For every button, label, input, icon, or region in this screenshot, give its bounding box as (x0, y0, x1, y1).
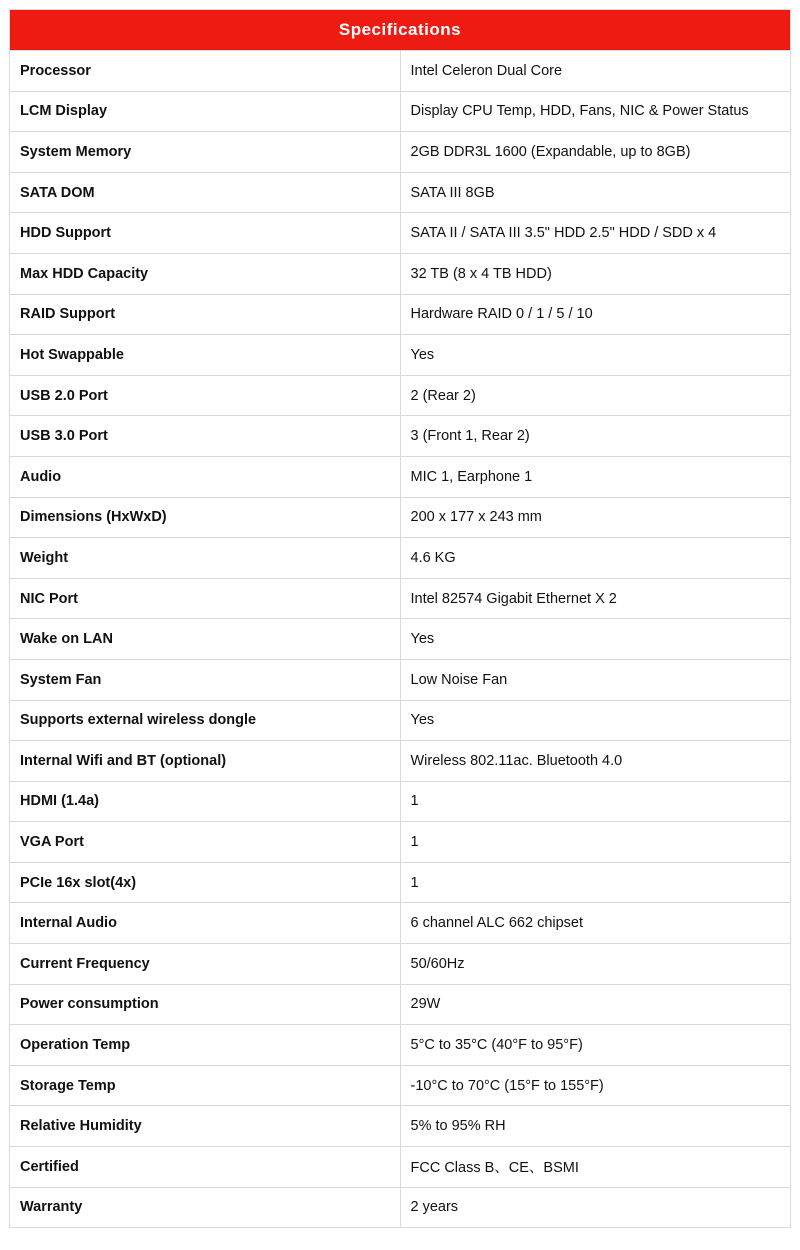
spec-label: Relative Humidity (10, 1106, 401, 1147)
table-row (10, 903, 791, 944)
spec-value: 4.6 KG (400, 538, 791, 579)
specifications-table (9, 9, 791, 1228)
spec-label: System Memory (10, 132, 401, 173)
spec-value: 2GB DDR3L 1600 (Expandable, up to 8GB) (400, 132, 791, 173)
spec-label: Processor (10, 51, 401, 92)
spec-label: Internal Audio (10, 903, 401, 944)
table-row (10, 416, 791, 457)
table-row (10, 944, 791, 985)
table-row (10, 862, 791, 903)
spec-value: Yes (400, 700, 791, 741)
table-row (10, 578, 791, 619)
table-row (10, 822, 791, 863)
spec-label: HDMI (1.4a) (10, 781, 401, 822)
table-row (10, 294, 791, 335)
spec-value: 5°C to 35°C (40°F to 95°F) (400, 1025, 791, 1066)
table-row (10, 213, 791, 254)
spec-label: Warranty (10, 1187, 401, 1228)
table-row (10, 335, 791, 376)
spec-value: 5% to 95% RH (400, 1106, 791, 1147)
spec-value: Wireless 802.11ac. Bluetooth 4.0 (400, 741, 791, 782)
spec-value: 32 TB (8 x 4 TB HDD) (400, 253, 791, 294)
table-row (10, 1025, 791, 1066)
table-row (10, 91, 791, 132)
spec-value: 2 (Rear 2) (400, 375, 791, 416)
spec-label: NIC Port (10, 578, 401, 619)
spec-value: Intel Celeron Dual Core (400, 51, 791, 92)
table-row (10, 1065, 791, 1106)
spec-value: -10°C to 70°C (15°F to 155°F) (400, 1065, 791, 1106)
table-row (10, 659, 791, 700)
spec-label: SATA DOM (10, 172, 401, 213)
table-row (10, 497, 791, 538)
spec-label: System Fan (10, 659, 401, 700)
spec-label: USB 3.0 Port (10, 416, 401, 457)
table-row (10, 619, 791, 660)
spec-label: Max HDD Capacity (10, 253, 401, 294)
spec-label: Certified (10, 1147, 401, 1188)
spec-label: USB 2.0 Port (10, 375, 401, 416)
spec-label: Hot Swappable (10, 335, 401, 376)
spec-value: 50/60Hz (400, 944, 791, 985)
table-row (10, 781, 791, 822)
table-row (10, 375, 791, 416)
spec-label: Dimensions (HxWxD) (10, 497, 401, 538)
spec-label: LCM Display (10, 91, 401, 132)
spec-label: VGA Port (10, 822, 401, 863)
spec-value: SATA III 8GB (400, 172, 791, 213)
spec-value: Yes (400, 335, 791, 376)
table-body (10, 51, 791, 1228)
table-title: Specifications (10, 10, 791, 51)
spec-label: HDD Support (10, 213, 401, 254)
table-row (10, 538, 791, 579)
spec-label: Power consumption (10, 984, 401, 1025)
table-header-row (10, 10, 791, 51)
spec-value: 2 years (400, 1187, 791, 1228)
spec-value: 6 channel ALC 662 chipset (400, 903, 791, 944)
table-row (10, 456, 791, 497)
spec-label: Weight (10, 538, 401, 579)
spec-value: 1 (400, 862, 791, 903)
table-row (10, 1147, 791, 1188)
spec-value: 200 x 177 x 243 mm (400, 497, 791, 538)
spec-label: Operation Temp (10, 1025, 401, 1066)
spec-value: SATA II / SATA III 3.5" HDD 2.5" HDD / SDD x 4 (400, 213, 791, 254)
table-row (10, 51, 791, 92)
spec-value: Display CPU Temp, HDD, Fans, NIC & Power Status (400, 91, 791, 132)
spec-value: Intel 82574 Gigabit Ethernet X 2 (400, 578, 791, 619)
spec-label: RAID Support (10, 294, 401, 335)
spec-label: Internal Wifi and BT (optional) (10, 741, 401, 782)
spec-value: 1 (400, 822, 791, 863)
spec-label: Wake on LAN (10, 619, 401, 660)
spec-label: Supports external wireless dongle (10, 700, 401, 741)
spec-value: Hardware RAID 0 / 1 / 5 / 10 (400, 294, 791, 335)
spec-value: 29W (400, 984, 791, 1025)
spec-label: PCIe 16x slot(4x) (10, 862, 401, 903)
table-row (10, 253, 791, 294)
table-row (10, 700, 791, 741)
spec-value: Yes (400, 619, 791, 660)
table-row (10, 172, 791, 213)
table-row (10, 741, 791, 782)
spec-label: Current Frequency (10, 944, 401, 985)
spec-value: MIC 1, Earphone 1 (400, 456, 791, 497)
table-row (10, 1187, 791, 1228)
spec-value: 1 (400, 781, 791, 822)
spec-value: Low Noise Fan (400, 659, 791, 700)
table-row (10, 132, 791, 173)
spec-value: FCC Class B、CE、BSMI (400, 1147, 791, 1188)
table-row (10, 984, 791, 1025)
spec-value: 3 (Front 1, Rear 2) (400, 416, 791, 457)
table-row (10, 1106, 791, 1147)
spec-label: Storage Temp (10, 1065, 401, 1106)
spec-label: Audio (10, 456, 401, 497)
